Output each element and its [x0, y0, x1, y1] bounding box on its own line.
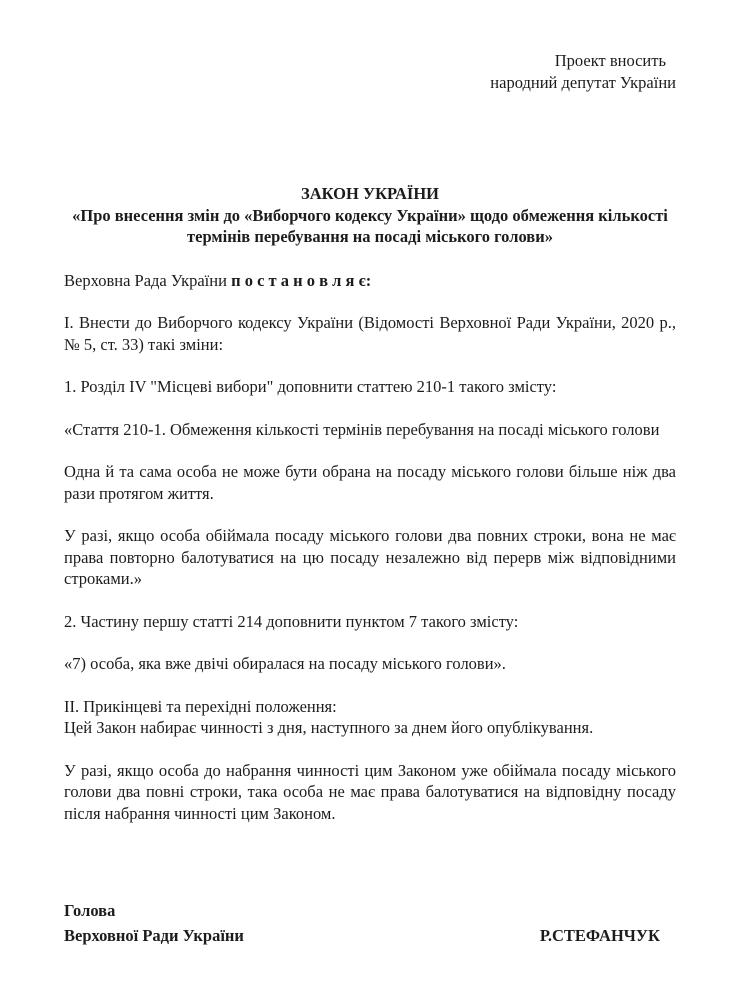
- submitter-block: [64, 50, 676, 93]
- resolution-line: [64, 270, 676, 292]
- law-title-sub: «Про внесення змін до «Виборчого кодексу України» щодо обмеження кількості термінів перебування на посаді міського голови»: [72, 205, 668, 246]
- signatory-name: Р.СТЕФАНЧУК: [539, 926, 660, 945]
- paragraph-point7: «7) особа, яка вже двічі обиралася на посаду міського голови».: [64, 654, 506, 673]
- resolution-prefix: Верховна Рада України: [64, 270, 232, 290]
- law-title-block: [64, 183, 676, 248]
- submitter-line1: Проект вносить: [554, 51, 666, 70]
- resolution-decree: п о с т а н о в л я є:: [231, 270, 372, 290]
- signature-row: [64, 923, 676, 948]
- paragraph-section1: 1. Розділ IV "Місцеві вибори" доповнити статтею 210-1 такого змісту:: [64, 377, 557, 396]
- signatory-role-line1: Голова: [64, 901, 116, 920]
- paragraph-article-210-1-part1: Одна й та сама особа не може бути обрана на посаду міського голови більше ніж два рази протягом життя.: [64, 462, 676, 503]
- paragraph-entry-into-force: Цей Закон набирає чинності з дня, наступного за днем його опублікування.: [64, 718, 594, 737]
- paragraph-article-210-1-part2: У разі, якщо особа обіймала посаду міського голови два повних строки, вона не має права повторно балотуватися на цю посаду незалежно від перерв між відповідними строками.»: [64, 526, 676, 588]
- paragraph-final-provisions-heading: ІІ. Прикінцеві та перехідні положення:: [64, 696, 337, 716]
- law-title-main: ЗАКОН УКРАЇНИ: [300, 184, 440, 203]
- signatory-role-line2: Верховної Ради України: [64, 926, 244, 945]
- paragraph-article-210-1-title: «Стаття 210-1. Обмеження кількості термінів перебування на посаді міського голови: [64, 419, 660, 439]
- paragraph-transitional-rule: У разі, якщо особа до набрання чинності цим Законом уже обіймала посаду міського голови два повні строки, така особа не має права балотуватися на відповідну посаду після набрання чинності цим Законом.: [64, 760, 676, 823]
- submitter-line2: народний депутат України: [490, 72, 676, 92]
- paragraph-amendment-intro: І. Внести до Виборчого кодексу України (Відомості Верховної Ради України, 2020 р., № 5, ст. 33) такі зміни:: [64, 313, 676, 354]
- signature-block: [64, 898, 676, 948]
- paragraph-section2: 2. Частину першу статті 214 доповнити пунктом 7 такого змісту:: [64, 611, 519, 631]
